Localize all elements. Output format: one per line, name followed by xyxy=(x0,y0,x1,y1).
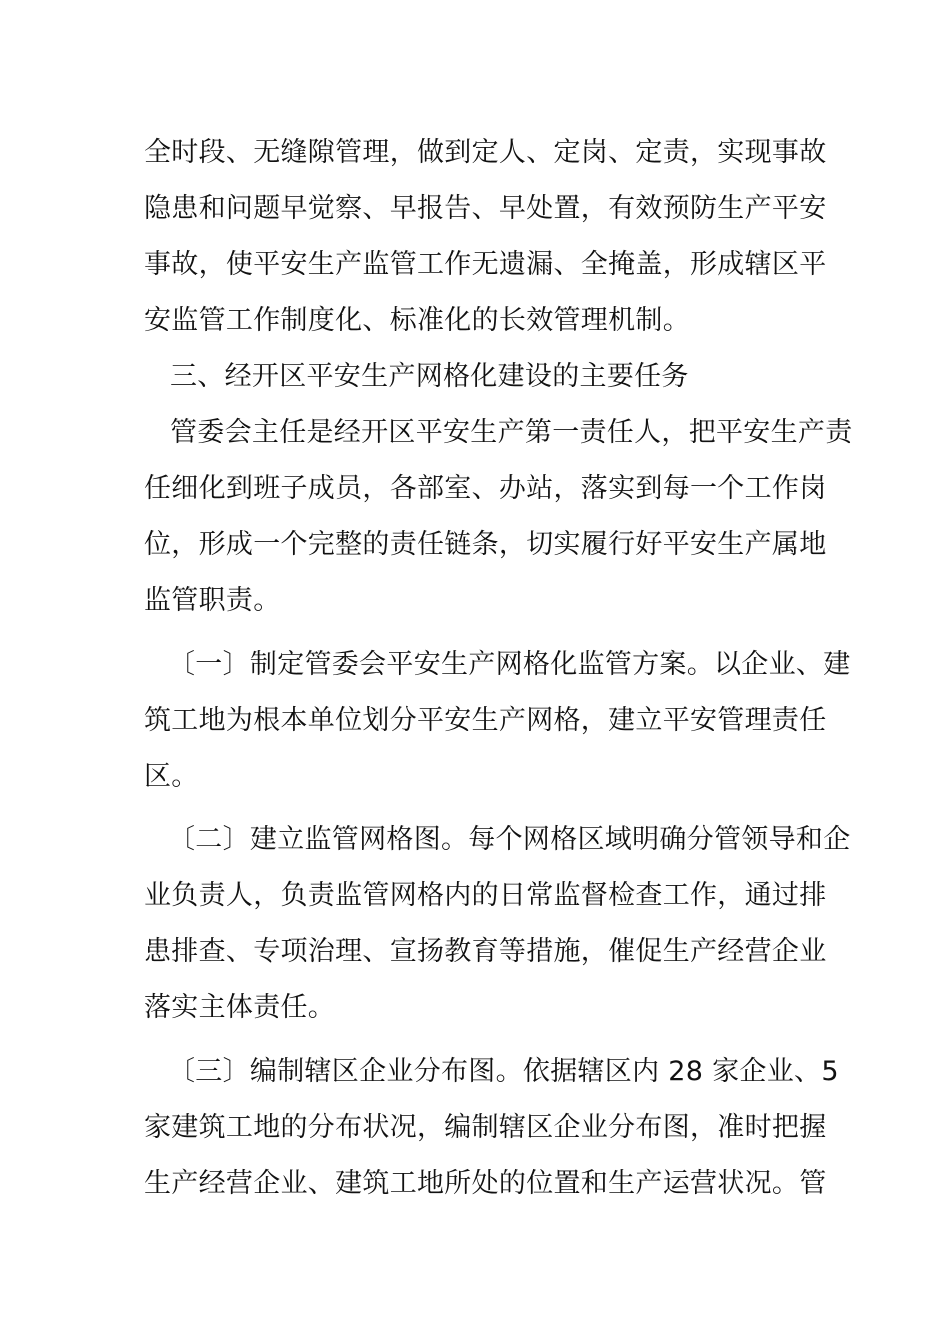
text-line: 任细化到班子成员，各部室、办站，落实到每一个工作岗 xyxy=(144,473,827,504)
text-line: 筑工地为根本单位划分平安生产网格，建立平安管理责任 xyxy=(144,705,827,736)
text-line: 安监管工作制度化、标准化的长效管理机制。 xyxy=(144,305,690,336)
text-line: 事故，使平安生产监管工作无遗漏、全掩盖，形成辖区平 xyxy=(144,249,827,280)
text-line: 〔二〕建立监管网格图。每个网格区域明确分管领导和企 xyxy=(168,824,851,855)
text-line: 生产经营企业、建筑工地所处的位置和生产运营状况。管 xyxy=(144,1168,827,1199)
text-line: 位，形成一个完整的责任链条，切实履行好平安生产属地 xyxy=(144,529,827,560)
text-line: 〔三〕编制辖区企业分布图。依据辖区内 28 家企业、5 xyxy=(168,1056,839,1087)
text-line: 全时段、无缝隙管理，做到定人、定岗、定责，实现事故 xyxy=(144,137,827,168)
text-line: 监管职责。 xyxy=(144,585,281,616)
text-line: 家建筑工地的分布状况，编制辖区企业分布图，准时把握 xyxy=(144,1112,827,1143)
text-line: 落实主体责任。 xyxy=(144,992,336,1023)
text-line: 〔一〕制定管委会平安生产网格化监管方案。以企业、建 xyxy=(168,649,851,680)
text-line: 患排查、专项治理、宣扬教育等措施，催促生产经营企业 xyxy=(144,936,827,967)
text-line: 管委会主任是经开区平安生产第一责任人，把平安生产责 xyxy=(170,417,853,448)
text-line: 区。 xyxy=(144,761,199,792)
section-heading: 三、经开区平安生产网格化建设的主要任务 xyxy=(170,361,689,392)
text-line: 隐患和问题早觉察、早报告、早处置，有效预防生产平安 xyxy=(144,193,827,224)
text-line: 业负责人，负责监管网格内的日常监督检查工作，通过排 xyxy=(144,880,827,911)
